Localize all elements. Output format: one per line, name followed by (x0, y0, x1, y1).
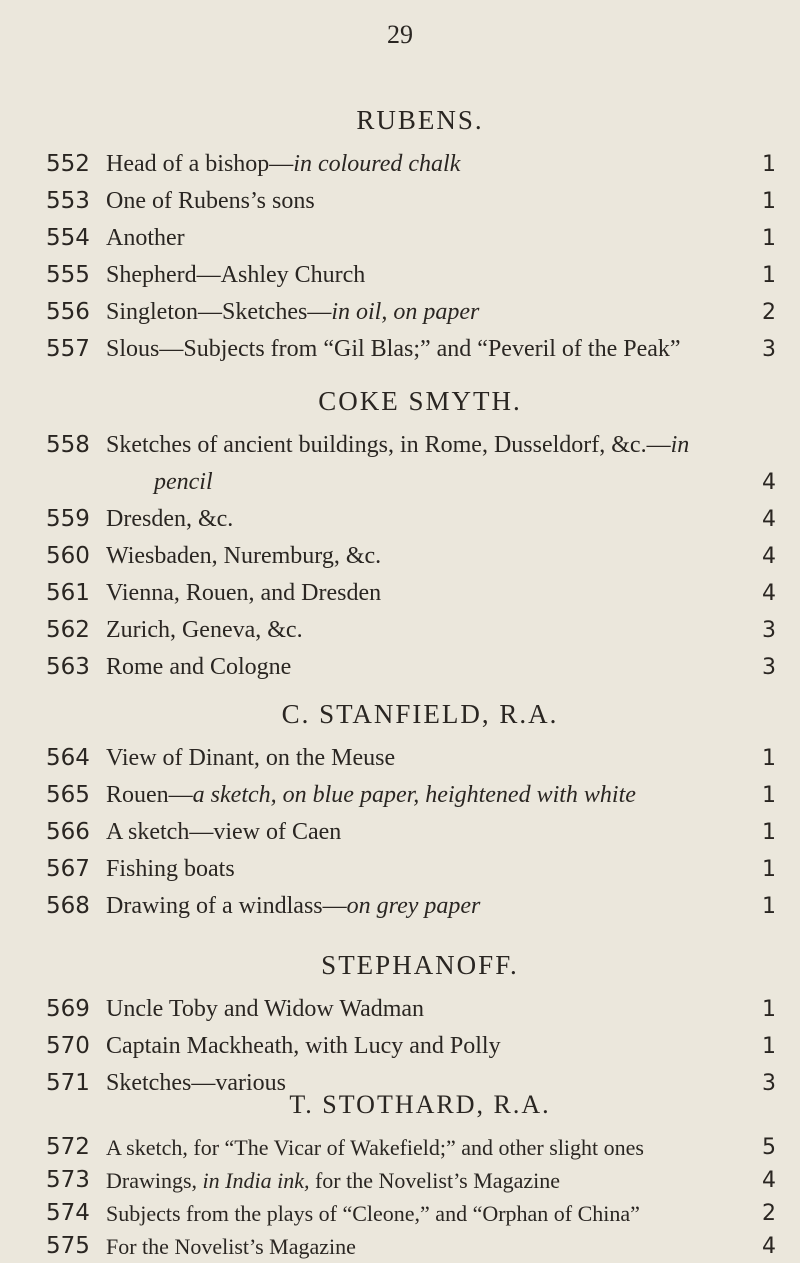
section-rubens (0, 100, 800, 368)
section-coke-smyth (0, 381, 800, 686)
lot-number: 566 (46, 819, 90, 845)
lot-description: Drawings, in India ink, for the Novelist’s Magazine (106, 1168, 560, 1193)
list-item (0, 1028, 800, 1065)
lot-number: 557 (46, 336, 90, 362)
list-item (0, 851, 800, 888)
lot-quantity: 3 (762, 337, 776, 362)
list-item (0, 427, 800, 501)
section-stephanoff (0, 945, 800, 1102)
list-item (0, 331, 800, 368)
lot-number: 572 (46, 1134, 90, 1160)
lot-number: 559 (46, 506, 90, 532)
lot-description: Dresden, &c. (106, 506, 234, 532)
lot-number: 570 (46, 1033, 90, 1059)
lot-quantity: 1 (762, 226, 776, 251)
list-item (0, 257, 800, 294)
lot-quantity: 2 (762, 1201, 776, 1226)
lot-number: 563 (46, 654, 90, 680)
list-item (0, 1164, 800, 1197)
section-heading: COKE SMYTH. (318, 386, 522, 416)
list-item (0, 740, 800, 777)
lot-description: Fishing boats (106, 856, 235, 882)
list-item (0, 575, 800, 612)
lot-description: Another (106, 225, 185, 251)
lot-quantity: 2 (762, 300, 776, 325)
lot-quantity: 1 (762, 857, 776, 882)
lot-number: 560 (46, 543, 90, 569)
lot-number: 574 (46, 1200, 90, 1226)
list-item (0, 294, 800, 331)
lot-number: 556 (46, 299, 90, 325)
lot-quantity: 4 (762, 470, 776, 495)
lot-description: Head of a bishop—in coloured chalk (106, 151, 461, 177)
lot-number: 553 (46, 188, 90, 214)
list-item (0, 538, 800, 575)
lot-description: Subjects from the plays of “Cleone,” and “Orphan of China” (106, 1201, 640, 1226)
lot-number: 554 (46, 225, 90, 251)
section-stanfield (0, 694, 800, 925)
lot-description: View of Dinant, on the Meuse (106, 745, 396, 771)
lot-number: 569 (46, 996, 90, 1022)
lot-number: 555 (46, 262, 90, 288)
lot-description: Vienna, Rouen, and Dresden (106, 580, 382, 606)
section-heading: RUBENS. (356, 105, 484, 135)
list-item (0, 183, 800, 220)
lot-quantity: 1 (762, 820, 776, 845)
lot-description: A sketch—view of Caen (106, 819, 342, 845)
lot-number: 567 (46, 856, 90, 882)
lot-quantity: 3 (762, 618, 776, 643)
lot-description: Rome and Cologne (106, 654, 292, 680)
lot-description: Uncle Toby and Widow Wadman (106, 996, 425, 1022)
section-heading: C. STANFIELD, R.A. (281, 699, 559, 729)
lot-description: A sketch, for “The Vicar of Wakefield;” and other slight ones (106, 1135, 644, 1160)
list-item (0, 649, 800, 686)
lot-number: 552 (46, 151, 90, 177)
lot-number: 571 (46, 1070, 90, 1096)
list-item (0, 220, 800, 257)
list-item (0, 501, 800, 538)
lot-quantity: 1 (762, 263, 776, 288)
lot-number: 562 (46, 617, 90, 643)
lot-description: Sketches of ancient buildings, in Rome, Dusseldorf, &c.—in pencil (106, 432, 690, 495)
lot-description: Rouen—a sketch, on blue paper, heightened with white (106, 782, 636, 808)
lot-quantity: 1 (762, 894, 776, 919)
page-number: 29 (387, 20, 413, 49)
lot-description: Shepherd—Ashley Church (106, 262, 366, 288)
lot-description: Wiesbaden, Nuremburg, &c. (106, 543, 382, 569)
lot-number: 564 (46, 745, 90, 771)
lot-description: Singleton—Sketches—in oil, on paper (106, 299, 480, 325)
lot-number: 573 (46, 1167, 90, 1193)
lot-quantity: 1 (762, 783, 776, 808)
lot-quantity: 3 (762, 1071, 776, 1096)
list-item (0, 1230, 800, 1263)
list-item (0, 146, 800, 183)
lot-description: Captain Mackheath, with Lucy and Polly (106, 1033, 501, 1059)
section-heading: T. STOTHARD, R.A. (289, 1090, 551, 1119)
lot-number: 565 (46, 782, 90, 808)
lot-description: Sketches—various (106, 1070, 286, 1096)
lot-quantity: 1 (762, 152, 776, 177)
section-heading: STEPHANOFF. (321, 950, 519, 980)
lot-number: 558 (46, 432, 90, 458)
lot-number: 575 (46, 1233, 90, 1259)
list-item (0, 777, 800, 814)
list-item (0, 1131, 800, 1164)
lot-description: For the Novelist’s Magazine (106, 1234, 356, 1259)
section-stothard (0, 1085, 800, 1263)
lot-description: One of Rubens’s sons (106, 188, 315, 214)
lot-number: 568 (46, 893, 90, 919)
lot-number: 561 (46, 580, 90, 606)
list-item (0, 888, 800, 925)
lot-quantity: 4 (762, 581, 776, 606)
list-item (0, 1197, 800, 1230)
list-item (0, 991, 800, 1028)
lot-quantity: 5 (762, 1135, 776, 1160)
lot-quantity: 4 (762, 1168, 776, 1193)
lot-quantity: 4 (762, 507, 776, 532)
lot-quantity: 4 (762, 1234, 776, 1259)
lot-quantity: 1 (762, 746, 776, 771)
list-item (0, 612, 800, 649)
lot-quantity: 3 (762, 655, 776, 680)
lot-description: Drawing of a windlass—on grey paper (106, 893, 481, 919)
lot-quantity: 1 (762, 1034, 776, 1059)
lot-quantity: 1 (762, 997, 776, 1022)
list-item (0, 814, 800, 851)
lot-description: Slous—Subjects from “Gil Blas;” and “Peveril of the Peak” (106, 336, 681, 362)
lot-description: Zurich, Geneva, &c. (106, 617, 303, 643)
lot-quantity: 1 (762, 189, 776, 214)
lot-quantity: 4 (762, 544, 776, 569)
